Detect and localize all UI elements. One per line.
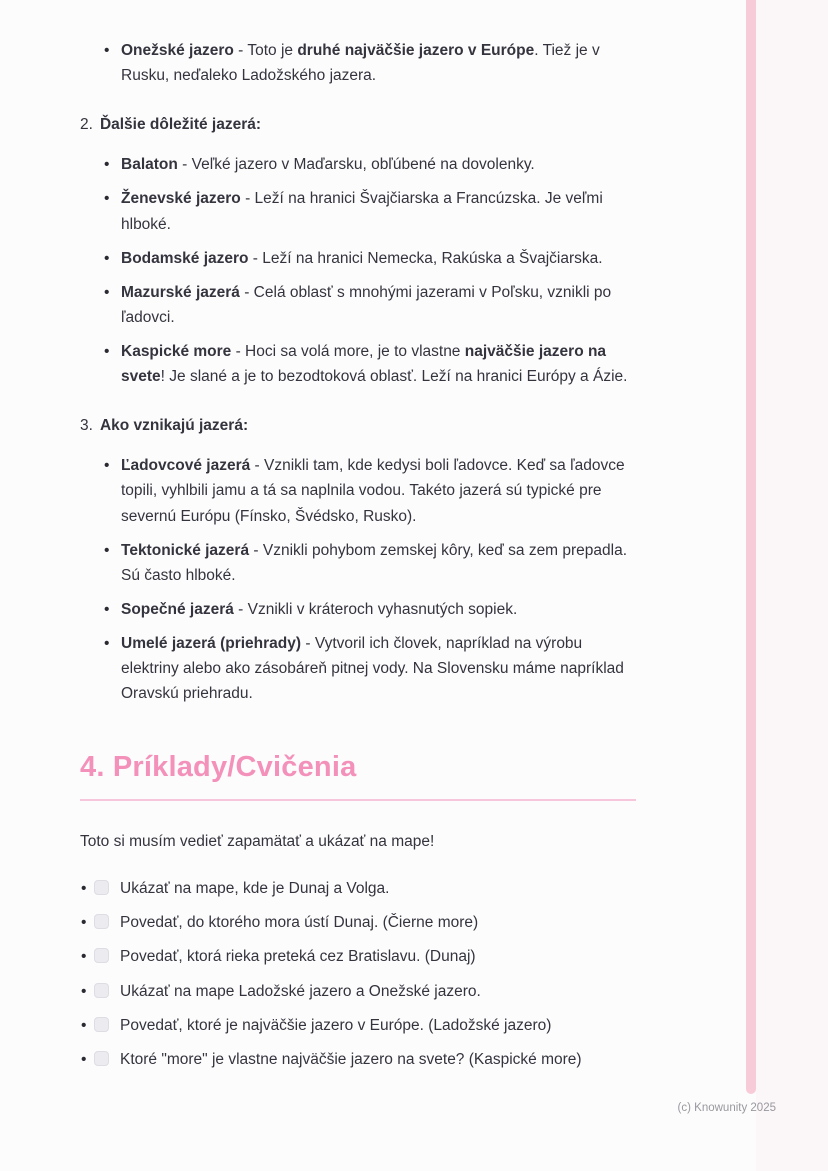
checklist-label: Povedať, ktoré je najväčšie jazero v Európe. (Ladožské jazero) bbox=[120, 1016, 552, 1034]
text: - Vznikli pohybom zemskej kôry, keď sa zem prepadla. Sú často hlboké. bbox=[121, 541, 628, 584]
text: - Leží na hranici Nemecka, Rakúska a Švajčiarska. bbox=[248, 249, 603, 267]
section-number: 2. bbox=[80, 116, 93, 134]
text: - Leží na hranici Švajčiarska a Francúzska. Je veľmi hlboké. bbox=[121, 190, 603, 233]
list-item bbox=[104, 186, 636, 236]
checklist-label: Povedať, ktorá rieka preteká cez Bratislavu. (Dunaj) bbox=[120, 948, 476, 966]
bold-text: Onežské jazero bbox=[121, 42, 234, 59]
text: - Vznikli v kráteroch vyhasnutých sopiek. bbox=[233, 600, 518, 618]
note-text: Toto si musím vedieť zapamätať a ukázať na mape! bbox=[80, 833, 435, 851]
section-2-heading bbox=[80, 112, 636, 137]
bold-text: Mazurské jazerá bbox=[121, 283, 240, 301]
checklist-item bbox=[80, 910, 636, 935]
section-3-bullet-list bbox=[80, 453, 636, 706]
text: . Tiež je v Rusku, neďaleko Ladožského jazera. bbox=[121, 42, 600, 85]
checkbox[interactable] bbox=[94, 948, 109, 963]
checkbox[interactable] bbox=[94, 983, 109, 998]
checkbox[interactable] bbox=[94, 1017, 109, 1032]
bold-text: Ľadovcové jazerá bbox=[121, 457, 251, 475]
list-item bbox=[104, 246, 636, 271]
text: ! Je slané a je to bezodtoková oblasť. Leží na hranici Európy a Ázie. bbox=[160, 368, 628, 386]
text: - Vytvoril ich človek, napríklad na výrobu elektriny alebo ako zásobáreň pitnej vody. Na Slovensku máme napríklad Oravskú priehradu. bbox=[121, 634, 624, 703]
list-item bbox=[104, 38, 636, 88]
checklist bbox=[80, 876, 636, 1072]
checklist-item bbox=[80, 944, 636, 969]
list-item bbox=[104, 339, 636, 389]
document-content bbox=[80, 38, 636, 1081]
list-item bbox=[104, 631, 636, 706]
bold-text: Kaspické more bbox=[121, 342, 232, 360]
checklist-label: Ktoré "more" je vlastne najväčšie jazero na svete? (Kaspické more) bbox=[120, 1050, 582, 1068]
section-4-heading: 4. Príklady/Cvičenia bbox=[80, 751, 357, 784]
bold-text: Sopečné jazerá bbox=[121, 600, 234, 618]
bold-text: najväčšie jazero na svete bbox=[121, 342, 607, 386]
bold-text: druhé najväčšie jazero v Európe bbox=[297, 42, 535, 59]
page-right-margin bbox=[756, 0, 828, 1171]
bold-text: Umelé jazerá (priehrady) bbox=[121, 634, 302, 652]
checklist-item bbox=[80, 1013, 636, 1038]
section-title: Ďalšie dôležité jazerá: bbox=[99, 116, 262, 134]
section-number: 3. bbox=[80, 417, 93, 435]
list-item bbox=[104, 453, 636, 528]
section-2-bullet-list bbox=[80, 152, 636, 389]
checkbox[interactable] bbox=[94, 880, 109, 895]
list-item bbox=[104, 597, 636, 622]
list-item bbox=[104, 152, 636, 177]
checklist-label: Ukázať na mape, kde je Dunaj a Volga. bbox=[120, 880, 390, 898]
text: - Toto je bbox=[233, 42, 298, 59]
checkbox[interactable] bbox=[94, 914, 109, 929]
checklist-item bbox=[80, 979, 636, 1004]
intro-bullet-list bbox=[80, 38, 636, 88]
text: - Celá oblasť s mnohými jazerami v Poľsku, vznikli po ľadovci. bbox=[121, 283, 612, 326]
checklist-label: Povedať, do ktorého mora ústí Dunaj. (Čierne more) bbox=[120, 914, 479, 932]
section-title: Ako vznikajú jazerá: bbox=[99, 417, 249, 435]
text: - Vznikli tam, kde kedysi boli ľadovce. Keď sa ľadovce topili, vyhlbili jamu a tá sa naplnila vodou. Takéto jazerá sú typické pre severnú Európu (Fínsko, Švédsko, Rusko). bbox=[121, 457, 625, 525]
copyright-text: (c) Knowunity 2025 bbox=[677, 1102, 776, 1114]
bold-text: Balaton bbox=[121, 156, 178, 174]
bold-text: Tektonické jazerá bbox=[121, 541, 250, 559]
checklist-label: Ukázať na mape Ladožské jazero a Onežské jazero. bbox=[120, 982, 481, 1000]
heading-divider bbox=[80, 799, 636, 801]
checkbox[interactable] bbox=[94, 1051, 109, 1066]
page-edge-stripe bbox=[746, 0, 756, 1094]
bold-text: Bodamské jazero bbox=[121, 249, 249, 267]
list-item bbox=[104, 538, 636, 588]
checklist-item bbox=[80, 876, 636, 901]
text: - Veľké jazero v Maďarsku, obľúbené na dovolenky. bbox=[177, 156, 535, 174]
checklist-item bbox=[80, 1047, 636, 1072]
section-3-heading bbox=[80, 413, 636, 438]
text: - Hoci sa volá more, je to vlastne bbox=[231, 342, 465, 360]
list-item bbox=[104, 280, 636, 330]
bold-text: Ženevské jazero bbox=[121, 190, 241, 208]
